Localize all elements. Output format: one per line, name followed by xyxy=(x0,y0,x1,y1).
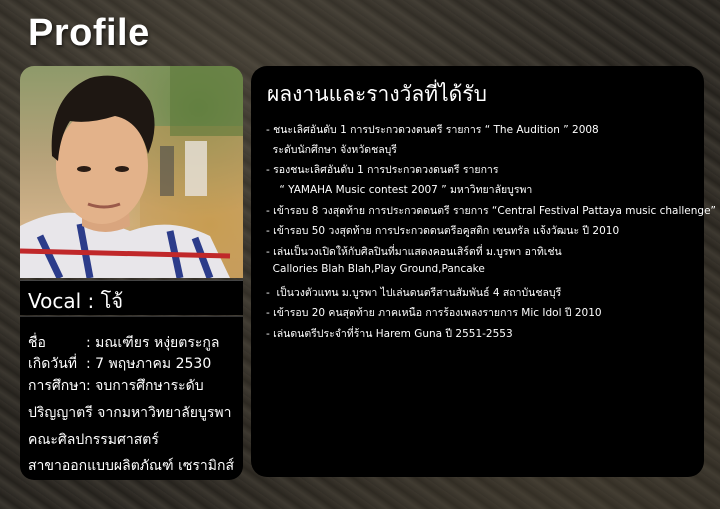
award-line: - ชนะเลิศอันดับ 1 การประกวดวงดนตรี รายการ “ The Audition ” 2008 xyxy=(266,124,599,136)
birthdate-label: เกิดวันที่ xyxy=(28,356,78,372)
award-line: - เข้ารอบ 50 วงสุดท้าย การประกวดดนตรีอคูสติก เซนทรัล แจ้งวัฒนะ ปี 2010 xyxy=(266,225,620,237)
vocal-name: Vocal : โจ้ xyxy=(28,289,124,313)
info-row-birthdate xyxy=(28,353,211,375)
award-line: Callories Blah Blah,Play Ground,Pancake xyxy=(266,263,485,275)
awards-heading: ผลงานและรางวัลที่ได้รับ xyxy=(267,82,487,106)
education-line: คณะศิลปกรรมศาสตร์ xyxy=(28,432,159,448)
birthdate-value: : 7 พฤษภาคม 2530 xyxy=(86,356,212,372)
education-line: สาขาออกแบบผลิตภัณฑ์ เซรามิกส์ xyxy=(28,458,235,474)
award-line: - เป็นวงตัวแทน ม.บูรพา ไปเล่นดนตรีสานสัมพันธ์ 4 สถาบันชลบุรี xyxy=(266,287,562,299)
award-line: - รองชนะเลิศอันดับ 1 การประกวดวงดนตรี รายการ xyxy=(266,164,499,176)
award-line: - เล่นเป็นวงเปิดให้กับศิลปินที่มาแสดงคอนเสิร์ตที่ ม.บูรพา อาทิเช่น xyxy=(266,246,562,258)
education-label: การศึกษา xyxy=(28,378,87,394)
award-line: “ YAMAHA Music contest 2007 ” มหาวิทยาลัยบูรพา xyxy=(266,184,533,196)
award-line: - เข้ารอบ 20 คนสุดท้าย ภาคเหนือ การร้องเพลงรายการ Mic Idol ปี 2010 xyxy=(266,307,602,319)
awards-panel xyxy=(251,66,716,477)
award-line: - เล่นดนตรีประจำที่ร้าน Harem Guna ปี 2551-2553 xyxy=(266,328,513,340)
award-line: - เข้ารอบ 8 วงสุดท้าย การประกวดดนตรี รายการ “Central Festival Pattaya music challenge” xyxy=(266,205,716,217)
name-label: ชื่อ xyxy=(28,335,46,351)
page-title: Profile xyxy=(28,12,150,54)
award-line: ระดับนักศึกษา จังหวัดชลบุรี xyxy=(266,144,397,156)
info-row-education xyxy=(28,375,204,397)
info-row-name xyxy=(28,332,219,354)
personal-info-card xyxy=(20,316,243,480)
education-value: : จบการศึกษาระดับ xyxy=(86,378,204,394)
profile-photo xyxy=(20,66,243,278)
education-line: ปริญญาตรี จากมหาวิทยาลัยบูรพา xyxy=(28,405,232,421)
name-value: : มณเฑียร หงุ่ยตระกูล xyxy=(86,335,220,351)
vocal-name-bar xyxy=(20,280,243,315)
